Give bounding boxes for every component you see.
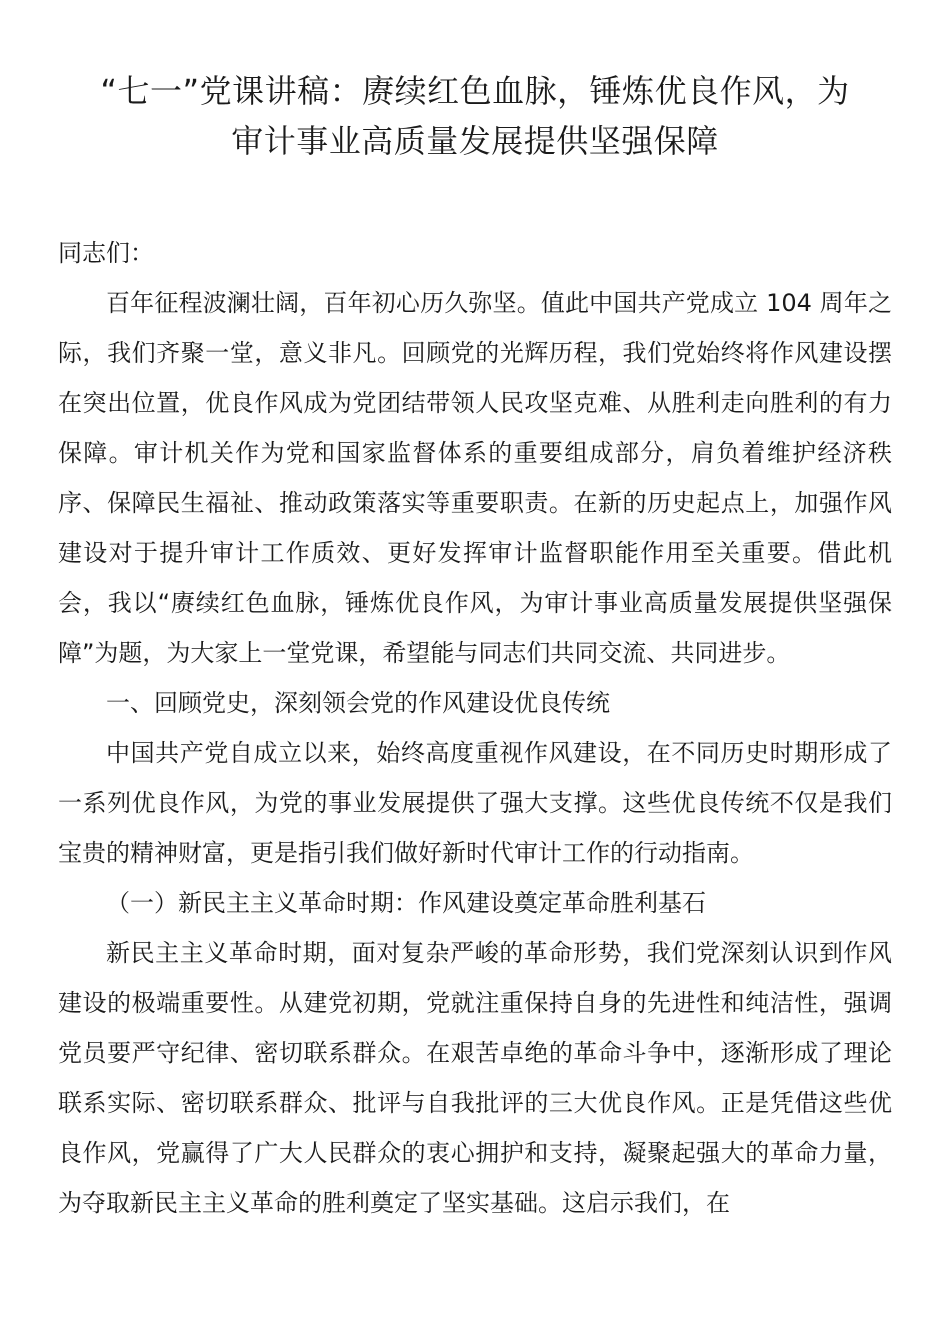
- document-title: [58, 66, 892, 166]
- document-body: [58, 228, 892, 1228]
- title-line-1: “七一”党课讲稿：赓续红色血脉，锤炼优良作风，为: [100, 72, 850, 110]
- subsection-heading-1: （一）新民主主义革命时期：作风建设奠定革命胜利基石: [106, 889, 706, 917]
- title-line-2: 审计事业高质量发展提供坚强保障: [231, 122, 719, 160]
- section-heading-1: 一、回顾党史，深刻领会党的作风建设优良传统: [106, 689, 610, 717]
- paragraph-section-1: 中国共产党自成立以来，始终高度重视作风建设，在不同历史时期形成了一系列优良作风，为党的事业发展提供了强大支撑。这些优良传统不仅是我们宝贵的精神财富，更是指引我们做好新时代审计工作的行动指南。: [58, 739, 892, 867]
- paragraph-subsection-1: 新民主主义革命时期，面对复杂严峻的革命形势，我们党深刻认识到作风建设的极端重要性。从建党初期，党就注重保持自身的先进性和纯洁性，强调党员要严守纪律、密切联系群众。在艰苦卓绝的革命斗争中，逐渐形成了理论联系实际、密切联系群众、批评与自我批评的三大优良作风。正是凭借这些优良作风，党赢得了广大人民群众的衷心拥护和支持，凝聚起强大的革命力量，为夺取新民主主义革命的胜利奠定了坚实基础。这启示我们，在: [58, 939, 892, 1217]
- paragraph-intro: 百年征程波澜壮阔，百年初心历久弥坚。值此中国共产党成立 104 周年之际，我们齐聚一堂，意义非凡。回顾党的光辉历程，我们党始终将作风建设摆在突出位置，优良作风成为党团结带领人民攻坚克难、从胜利走向胜利的有力保障。审计机关作为党和国家监督体系的重要组成部分，肩负着维护经济秩序、保障民生福祉、推动政策落实等重要职责。在新的历史起点上，加强作风建设对于提升审计工作质效、更好发挥审计监督职能作用至关重要。借此机会，我以“赓续红色血脉，锤炼优良作风，为审计事业高质量发展提供坚强保障”为题，为大家上一堂党课，希望能与同志们共同交流、共同进步。: [58, 289, 892, 667]
- salutation: 同志们：: [58, 239, 154, 267]
